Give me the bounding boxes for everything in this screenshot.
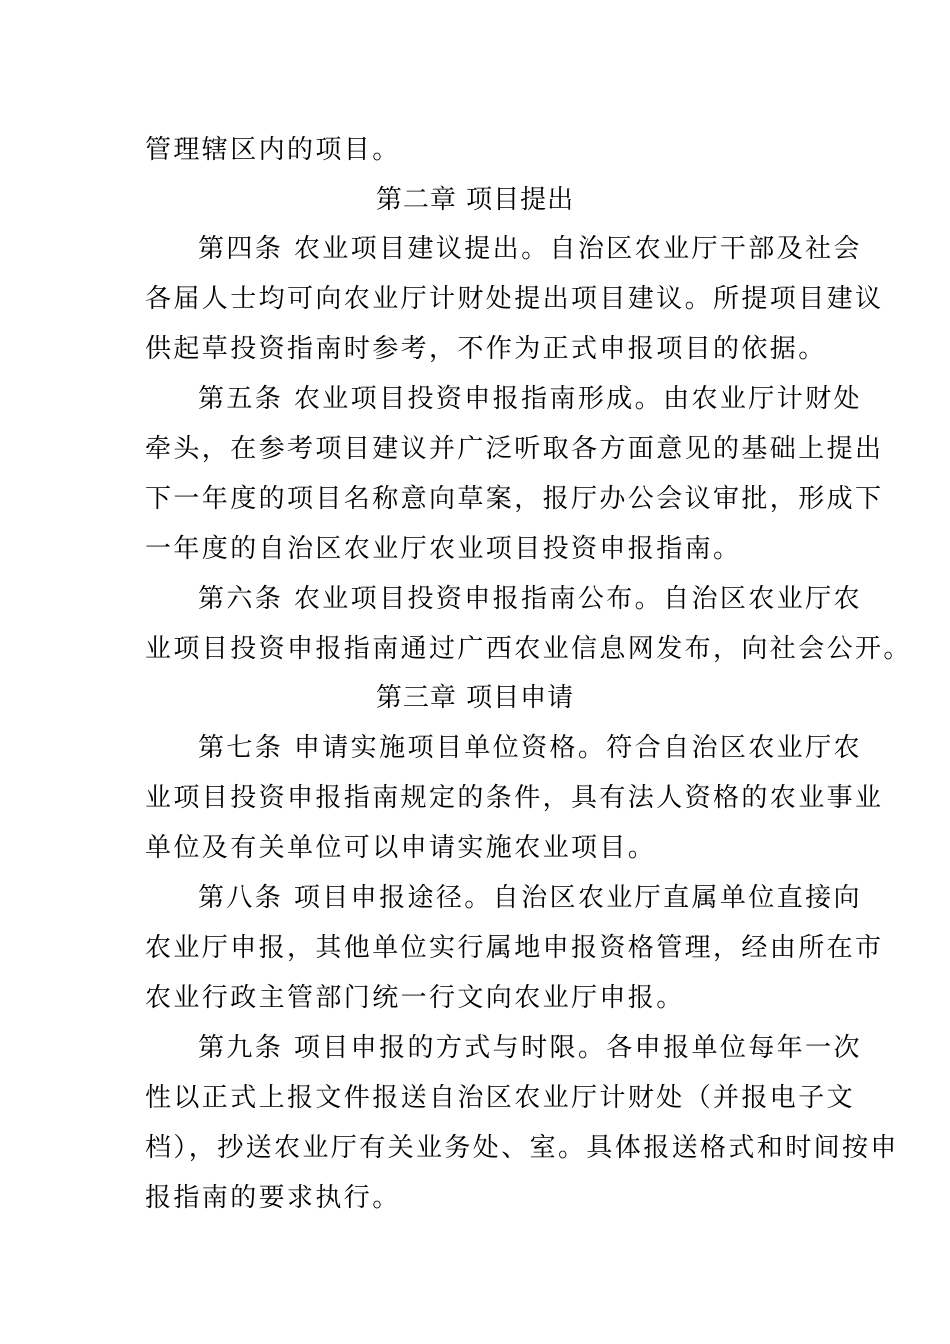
text-line: 牵头，在参考项目建议并广泛听取各方面意见的基础上提出	[145, 434, 884, 464]
text-line: 报指南的要求执行。	[145, 1183, 401, 1213]
text-line: 农业行政主管部门统一行文向农业厅申报。	[145, 983, 685, 1013]
text-line: 农业厅申报，其他单位实行属地申报资格管理，经由所在市	[145, 933, 884, 963]
article-line: 第九条 项目申报的方式与时限。各申报单位每年一次	[198, 1033, 862, 1063]
text-line: 管理辖区内的项目。	[145, 135, 401, 165]
text-line: 下一年度的项目名称意向草案，报厅办公会议审批，形成下	[145, 484, 884, 514]
article-line: 第五条 农业项目投资申报指南形成。由农业厅计财处	[198, 384, 862, 414]
text-line: 业项目投资申报指南规定的条件，具有法人资格的农业事业	[145, 783, 884, 813]
text-line: 供起草投资指南时参考，不作为正式申报项目的依据。	[145, 334, 827, 364]
text-line: 各届人士均可向农业厅计财处提出项目建议。所提项目建议	[145, 284, 884, 314]
article-line: 第六条 农业项目投资申报指南公布。自治区农业厅农	[198, 584, 862, 614]
text-line: 业项目投资申报指南通过广西农业信息网发布，向社会公开。	[145, 634, 912, 664]
article-line: 第八条 项目申报途径。自治区农业厅直属单位直接向	[198, 883, 862, 913]
chapter-heading: 第三章 项目申请	[375, 683, 575, 713]
article-line: 第七条 申请实施项目单位资格。符合自治区农业厅农	[198, 733, 862, 763]
text-line: 性以正式上报文件报送自治区农业厅计财处（并报电子文	[145, 1083, 856, 1113]
text-line: 一年度的自治区农业厅农业项目投资申报指南。	[145, 534, 742, 564]
text-line: 单位及有关单位可以申请实施农业项目。	[145, 833, 657, 863]
article-line: 第四条 农业项目建议提出。自治区农业厅干部及社会	[198, 234, 862, 264]
chapter-heading: 第二章 项目提出	[375, 185, 575, 215]
text-line: 档），抄送农业厅有关业务处、室。具体报送格式和时间按申	[145, 1133, 899, 1163]
